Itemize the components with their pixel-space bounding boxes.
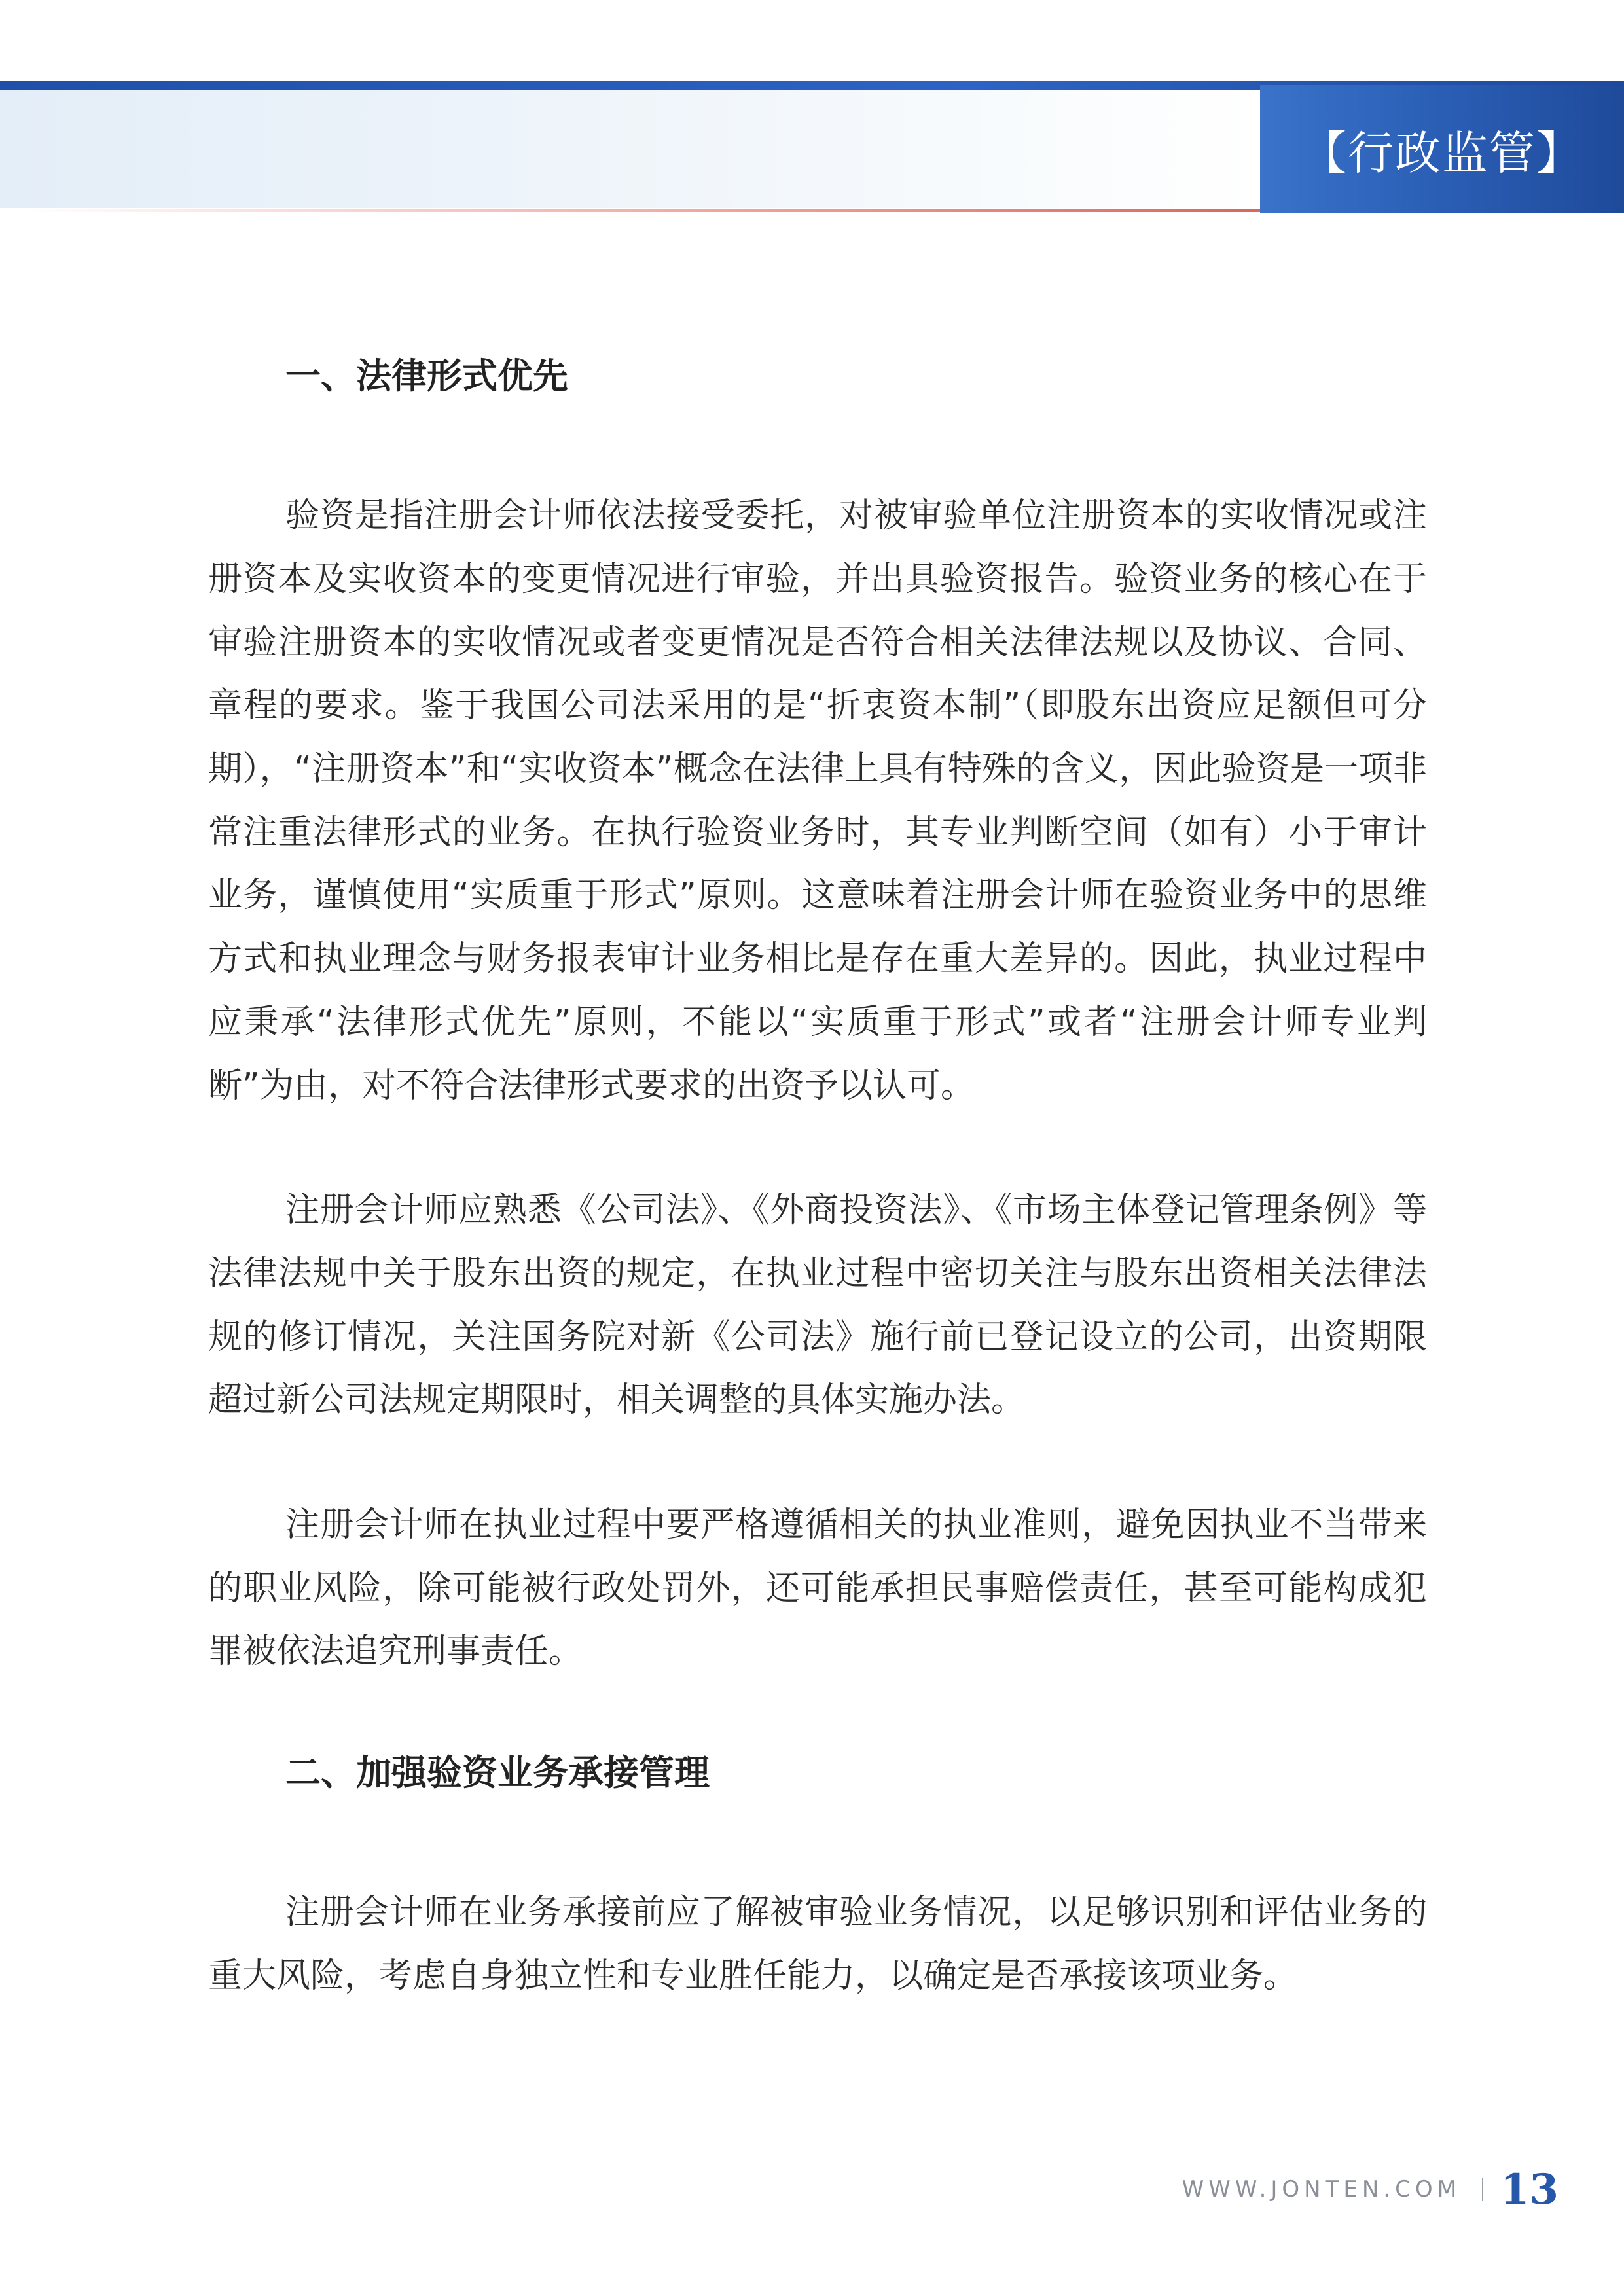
- section-heading-1: 一、法律形式优先: [285, 355, 568, 397]
- section-heading-2: 二、加强验资业务承接管理: [285, 1752, 710, 1794]
- website-link[interactable]: WWW.JONTEN.COM: [1182, 2176, 1461, 2202]
- page-number: 13: [1500, 2164, 1559, 2214]
- article-body: [208, 353, 1427, 2070]
- paragraph: 注册会计师应熟悉《公司法》、《外商投资法》、《市场主体登记管理条例》等法律法规中关于股东出资的规定，在执业过程中密切关注与股东出资相关法律法规的修订情况，关注国务院对新《公司法》施行前已登记设立的公司，出资期限超过新公司法规定期限时，相关调整的具体实施办法。: [208, 1191, 1427, 1420]
- footer-divider: [1482, 2178, 1483, 2201]
- header-band: [0, 90, 1260, 208]
- page-footer: [1182, 2163, 1559, 2215]
- section-tag-label: 【行政监管】: [1301, 126, 1583, 180]
- paragraph: 注册会计师在执业过程中要严格遵循相关的执业准则，避免因执业不当带来的职业风险，除可能被行政处罚外，还可能承担民事赔偿责任，甚至可能构成犯罪被依法追究刑事责任。: [208, 1505, 1427, 1672]
- paragraph: 注册会计师在业务承接前应了解被审验业务情况，以足够识别和评估业务的重大风险，考虑自身独立性和专业胜任能力，以确定是否承接该项业务。: [208, 1893, 1427, 1996]
- paragraph: 验资是指注册会计师依法接受委托，对被审验单位注册资本的实收情况或注册资本及实收资本的变更情况进行审验，并出具验资报告。验资业务的核心在于审验注册资本的实收情况或者变更情况是否符合相关法律法规以及协议、合同、章程的要求。鉴于我国公司法采用的是“折衷资本制”（即股东出资应足额但可分期），“注册资本”和“实收资本”概念在法律上具有特殊的含义，因此验资是一项非常注重法律形式的业务。在执行验资业务时，其专业判断空间（如有）小于审计业务，谨慎使用“实质重于形式”原则。这意味着注册会计师在验资业务中的思维方式和执业理念与财务报表审计业务相比是存在重大差异的。因此，执业过程中应秉承“法律形式优先”原则，不能以“实质重于形式”或者“注册会计师专业判断”为由，对不符合法律形式要求的出资予以认可。: [208, 496, 1427, 1105]
- section-tag: [1260, 85, 1624, 213]
- header-underline: [26, 209, 1260, 212]
